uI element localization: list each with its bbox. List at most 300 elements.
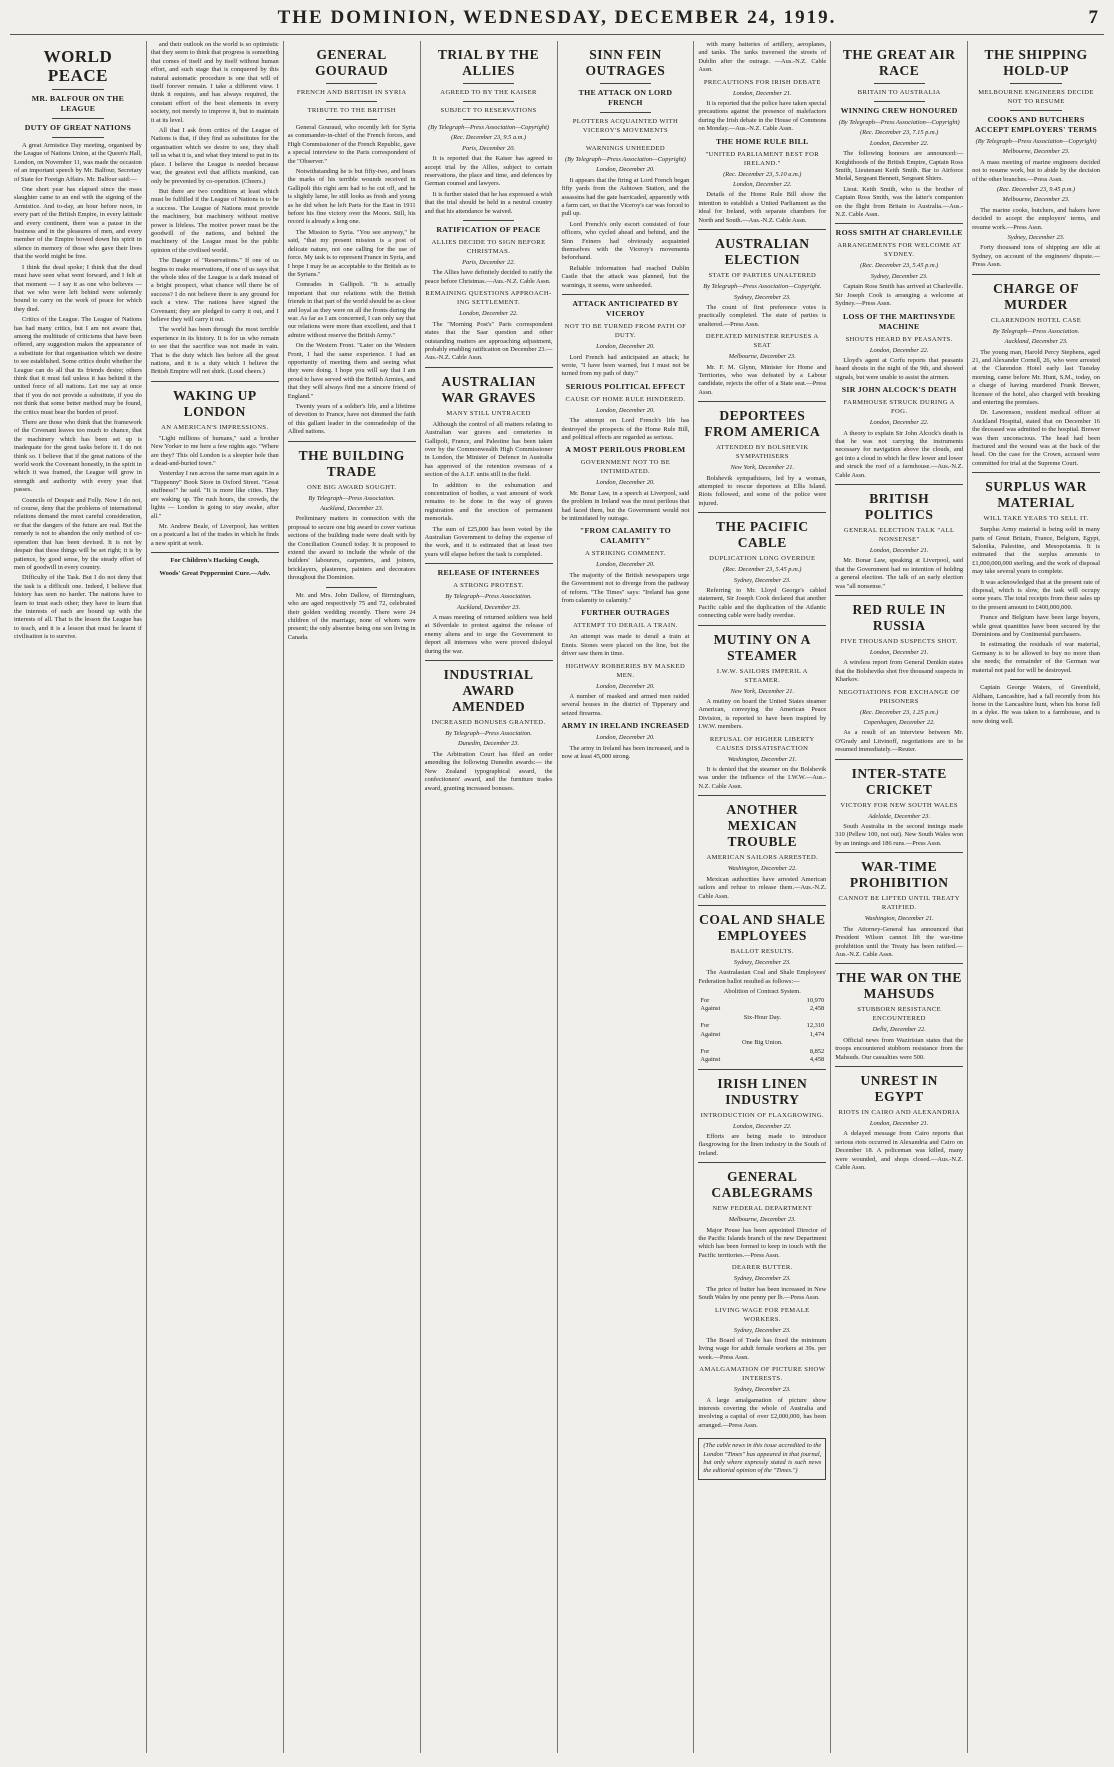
divider xyxy=(52,137,103,138)
article-paragraph: In estimating the residuals of war material, Germany is to be allowed to buy no more than she needs; the remainder of the German war material not paid for will be destroyed. xyxy=(972,641,1100,674)
subhead: GENERAL ELECTION TALK "ALL NONSENSE" xyxy=(843,526,955,543)
ballot-results-table xyxy=(698,988,826,1065)
headline-mutiny-on-steamer: MUTINY ON A STEAMER xyxy=(713,631,811,663)
divider xyxy=(600,139,651,140)
article-paragraph: The "Morning Post's" Paris correspondent states that the Saar question and other outstanding matters are approaching adjustment, probably enabling ratification on December 23.—Aus.-N.Z. Cable Assn. xyxy=(424,320,553,362)
subhead: NEGOTIATIONS FOR EXCHANGE OF PRISONERS xyxy=(838,688,961,705)
dateline: Sydney, December 23. xyxy=(733,1386,791,1394)
dateline: Copenhagen, December 22. xyxy=(863,719,935,727)
table-cell: Abolition of Contract System. xyxy=(723,988,801,996)
article-paragraph: Lieut. Keith Smith, who is the brother of Captain Ross Smith, was the latter's companion on the flight from Britain to Australia.—Aus.-N.Z. Cable Assn. xyxy=(835,185,964,219)
article-paragraph: "Light millions of humans," said a brother New Yorker to me here a few nights ago. "Where are they? This old London is a sleepier hole than a dead-and-buried town." xyxy=(150,434,279,468)
article-paragraph: Bolshevik sympathisers, led by a woman, attempted to rescue deportees at Ellis Island. Riots followed, and some of the police were injured. xyxy=(698,474,827,507)
article-paragraph: The sum of £25,000 has been voted by the Australian Government to defray the expense of the work, and it is estimated that at least two years will elapse before the task is completed. xyxy=(424,525,553,558)
divider xyxy=(698,625,826,626)
divider xyxy=(698,905,826,906)
divider xyxy=(835,484,963,485)
subhead: NOT TO BE TURNED FROM PATH OF DUTY. xyxy=(564,323,687,340)
article-paragraph: Details of the Home Rule Bill show the intention to establish a United Parliament as the ideal for Ireland, with separate chambers for North and South.—Aus.-N.Z. Cable Assn. xyxy=(698,191,827,224)
divider xyxy=(562,294,690,295)
subhead: FARMHOUSE STRUCK DURING A FOG. xyxy=(843,399,955,416)
article-paragraph: Although the control of all matters relating to Australian war graves and cemeteries in Gallipoli, France, and Palestine has been taken over by the Commonwealth High Commissioner in London, the Minister of Defence in Australia has approved of the retention overseas of a section of the A.I.F. units still in the field. xyxy=(424,420,553,479)
subhead: TRIBUTE TO THE BRITISH xyxy=(307,107,396,114)
subhead: INTRODUCTION OF FLAXGROWING. xyxy=(700,1111,825,1119)
table-row xyxy=(698,1014,826,1023)
article-paragraph: An attempt was made to derail a train at Ennis. Stones were placed on the line, but the driver saw them in time. xyxy=(561,633,690,658)
table-cell: Against xyxy=(700,1005,721,1013)
table-cell: One Big Union. xyxy=(741,1039,783,1047)
divider xyxy=(600,112,651,113)
byline: (By Telegraph—Press Association—Copyright) xyxy=(838,119,960,126)
subhead: A STRONG PROTEST. xyxy=(453,582,524,590)
dateline: Sydney, December 23. xyxy=(733,1275,791,1283)
subhead: WINNING CREW HONOURED xyxy=(840,106,958,115)
article-paragraph: Lord French's only escort consisted of four officers, who cycled ahead and behind, and the Sinn Feiners had obviously acquainted themselves with the Viceroy's movements beforehand. xyxy=(561,220,690,262)
dateline: (Rec. December 23, 5.45 p.m.) xyxy=(860,262,939,270)
subhead: MELBOURNE ENGINEERS DECIDE NOT TO RESUME xyxy=(978,89,1094,105)
subhead: RIOTS IN CAIRO AND ALEXANDRIA xyxy=(838,1108,960,1116)
headline-red-rule-in-russia: RED RULE IN RUSSIA xyxy=(852,602,946,633)
subhead: STUBBORN RESISTANCE ENCOUNTERED xyxy=(857,1006,942,1023)
article-paragraph: Councils of Despair and Folly. Now I do not, of course, deny that the problems of international relations demand the most careful consideration, or that the dangers of the future are real. But the remedy is not to abandon the only method of co-operation that has been devised. It is not by despair that these things will be set right; it is by patience, by good sense, by the steady effort of men of goodwill in every country. xyxy=(14,496,142,571)
article-paragraph: The world has been through the most terrible experience in its history. It is for us who remain to see that the sacrifice was not made in vain. That is the duty which lies before all the great nations, and it is a duty which I believe the British Empire will not shirk. (Loud cheers.) xyxy=(150,326,279,376)
dateline: (Rec. December 23, 9.45 p.m.) xyxy=(996,186,1076,194)
dateline: Washington, December 22. xyxy=(727,865,797,873)
headline-sinn-fein-outrages: SINN FEIN OUTRAGES xyxy=(585,47,666,78)
divider xyxy=(151,552,279,553)
subhead: CANNOT BE LIFTED UNTIL TREATY RATIFIED. xyxy=(838,895,960,912)
dateline: London, December 21. xyxy=(869,1119,929,1127)
article-paragraph: Captain George Waters, of Greenfield, Aldham, Lancashire, had a fall recently from his horse in the Lancashire hunt, when his horse fell in a dyke. He was taken to a farmhouse, and is now doing well. xyxy=(972,684,1100,725)
byline: By Telegraph—Press Association. xyxy=(992,327,1080,335)
subhead: ARMY IN IRELAND INCREASED xyxy=(561,721,690,731)
subhead: ATTEMPT TO DERAIL A TRAIN. xyxy=(573,622,678,630)
subhead: FRENCH AND BRITISH IN SYRIA xyxy=(296,89,407,96)
dateline: London, December 22. xyxy=(733,181,792,189)
dateline: London, December 22. xyxy=(869,346,929,354)
article-paragraph: France and Belgium have been large buyers, while great quantities have been secured by the Dominions and by Continental purchasers. xyxy=(972,614,1100,639)
byline: By Telegraph—Press Association. xyxy=(445,730,532,738)
article-paragraph: and their outlook on the world is so optimistic that they seem to think that progress is something that comes of itself and by itself without human effort, and such stage that is conquered by this natural automatic procedure is one that will of itself forever remain. I take a different view. I think it requires, and has always required, the constant effort of the best elements in every society, not merely to improve it, but to maintain it at its level. xyxy=(150,41,279,124)
divider xyxy=(835,223,963,224)
article-paragraph: Efforts are being made to introduce flaxgrowing for the linen industry in the South of Ireland. xyxy=(698,1133,827,1157)
table-cell: 4,458 xyxy=(809,1056,825,1064)
divider xyxy=(1010,83,1061,84)
article-paragraph: Twenty years of a soldier's life, and a lifetime of devotion to France, have not dimmed the faith of this gallant leader in the comradeship of the Allied nations. xyxy=(287,403,416,436)
table-cell: For xyxy=(700,1022,710,1030)
divider xyxy=(698,229,826,230)
table-cell: For xyxy=(700,996,710,1004)
article-paragraph: One short year has elapsed since the mass slaughter came to an end with the signing of the Armistice. And to-day, an hour before noon, in every part of the British Empire, in every latitude and every continent, there was a pause in the business and in the pleasures of men, and every member of the Empire bowed down his spirit in silence in memory of those who gave their lives that the world might be free. xyxy=(14,186,142,261)
subhead: REFUSAL OF HIGHER LIBERTY CAUSES DISSATISFACTION xyxy=(709,735,815,752)
article-paragraph: Major Pouse has been appointed Director of the Pacific Islands branch of the new Department which has been formed to keep in touch with the Pacific territories.—Press Assn. xyxy=(698,1226,827,1259)
headline-deportees-from-america: DEPORTEES FROM AMERICA xyxy=(704,408,821,440)
dateline: Sydney, December 23. xyxy=(1007,234,1065,242)
article-paragraph: The Mission to Syria. "You see anyway," he said, "that my present mission is a post of delicate nature, not one calling for the use of force. My task is to represent France in Syria, and I hope I may be as acceptable to the British as to the Syrians." xyxy=(287,228,416,278)
article-paragraph: It is denied that the steamer on the Bolshevik was under the influence of the I.W.W.—Aus.-N.Z. Cable Assn. xyxy=(698,766,827,790)
dateline: London, December 22. xyxy=(733,1122,792,1130)
divider xyxy=(326,83,377,84)
subhead: "FROM CALAMITY TO CALAMITY" xyxy=(579,526,672,546)
headline-general-gouraud: GENERAL GOURAUD xyxy=(315,47,389,78)
subhead: PRECAUTIONS FOR IRISH DEBATE xyxy=(703,78,821,86)
headline-surplus-war-material: SURPLUS WAR MATERIAL xyxy=(985,479,1087,511)
article-paragraph: It is reported that the police have taken special precautions against the presence of malefactors during the Irish debate in the House of Commons on Monday.—Aus.-N.Z. Cable Assn. xyxy=(698,100,827,133)
article-paragraph: I think the dead spoke; I think that the dead must have seen what went forward, and I felt at that moment — I say it as one who believes — that we who were left behind were solemnly bound to carry on the work of peace for which they died. xyxy=(14,263,142,313)
dateline: London, December 21. xyxy=(869,546,929,554)
headline-inter-state-cricket: INTER-STATE CRICKET xyxy=(851,765,947,797)
dateline: Auckland, December 23. xyxy=(320,505,384,513)
divider xyxy=(698,795,826,796)
divider xyxy=(835,759,963,760)
article-paragraph: It is further stated that he has expressed a wish that the trial should be held in a neutral country and that his attendance be waived. xyxy=(424,190,553,215)
table-row xyxy=(698,1039,826,1048)
subhead: AMERICAN SAILORS ARRESTED. xyxy=(706,854,819,862)
advertisement-line: For Children's Hacking Cough, xyxy=(170,557,260,565)
divider xyxy=(874,101,925,102)
advertisement-line: Woods' Great Peppermint Cure.—Adv. xyxy=(159,569,271,577)
article-paragraph: The army in Ireland has been increased, and is now at least 45,000 strong. xyxy=(561,744,690,761)
article-paragraph: The Danger of "Reservations." If one of us begins to make reservations, if one of us says that the whole idea of the League is a dark instead of a bright prospect, what chance will there be of success? I do not believe there is any ground for such a view. The nations have signed the Covenant; they are pledged to carry it out, and I believe they will carry it out. xyxy=(150,257,279,323)
article-paragraph: A theory to explain Sir John Alcock's death is that he was not carrying the instruments necessary for navigation above the clouds, and got into a cloud in which he flew lower and lower and struck the roof of a farmhouse.—Aus.-N.Z. Cable Assn. xyxy=(835,429,964,479)
subhead: AGREED TO BY THE KAISER xyxy=(440,89,537,96)
article-paragraph: Mr. and Mrs. John Dallow, of Birmingham, who are aged respectively 75 and 72, celebrated their golden wedding recently. There were 24 children of the marriage, none of whom were present; the only absentee being one son living in Canada. xyxy=(287,591,416,641)
divider xyxy=(835,1066,963,1067)
subhead: CLARENDON HOTEL CASE xyxy=(990,316,1082,324)
article-paragraph: Lord French had anticipated an attack; he wrote, "I have been warned, but I must not be turned from my path of duty." xyxy=(561,353,690,378)
byline: By Telegraph—Press Association. xyxy=(308,494,395,502)
dateline: (Rec. December 23, 1.25 p.m.) xyxy=(860,708,939,716)
dateline: New York, December 21. xyxy=(730,687,795,695)
dateline: Paris, December 20. xyxy=(462,144,515,152)
byline: (By Telegraph—Press Association—Copyright) xyxy=(565,156,686,163)
subhead: WARNINGS UNHEEDED xyxy=(585,145,665,152)
table-cell: For xyxy=(700,1047,710,1055)
subhead: AMALGAMATION OF PICTURE SHOW INTERESTS. xyxy=(699,1366,826,1383)
dateline: London, December 20. xyxy=(596,734,655,742)
table-cell: 1,474 xyxy=(809,1030,825,1038)
subhead: ARRANGEMENTS FOR WELCOME AT SYDNEY. xyxy=(837,242,962,259)
table-cell: 10,970 xyxy=(806,996,825,1004)
subhead: A STRIKING COMMENT. xyxy=(584,550,666,558)
headline-trial-by-allies: TRIAL BY THE ALLIES xyxy=(437,47,540,78)
divider xyxy=(52,118,103,119)
table-row xyxy=(698,1056,826,1065)
dateline: London, December 22. xyxy=(869,139,929,147)
subhead: ALLIES DECIDE TO SIGN BEFORE CHRISTMAS. xyxy=(431,239,546,256)
article-paragraph: The Attorney-General has announced that President Wilson cannot lift the war-time prohibition until the Treaty has been ratified.—Aus.-N.Z. Cable Assn. xyxy=(835,925,964,958)
headline-waking-up-london: WAKING UP LONDON xyxy=(172,387,257,419)
subhead: NEW FEDERAL DEPARTMENT xyxy=(712,1205,813,1213)
column-2 xyxy=(147,41,284,1753)
subhead: "UNITED PARLIAMENT BEST FOR IRELAND." xyxy=(705,150,820,167)
subhead: THE HOME RULE BILL xyxy=(715,136,809,146)
article-paragraph: All that I ask from critics of the League of Nations is that, if they find us substitutes for the organisation which we desire to see, they shall tell us what it is, and what they intend to put in its place. I believe the League is needed because war, the greatest evil that afflicts mankind, can only be prevented by co-operation. (Cheers.) xyxy=(150,127,279,185)
article-paragraph: There are those who think that the framework of the Covenant leaves too much to chance, that the machinery which has been set up is inadequate for the great tasks before it. I do not think so. I believe that if the great nations of the world work the Covenant honestly, in the spirit in which it was framed, the League will grow in strength and authority with every year that passes. xyxy=(14,419,142,494)
column-1 xyxy=(10,41,147,1753)
divider xyxy=(326,101,377,102)
dateline: London, December 20. xyxy=(596,479,655,487)
divider xyxy=(698,512,826,513)
dateline: Melbourne, December 23. xyxy=(728,1216,796,1224)
column-8 xyxy=(968,41,1104,1753)
subhead: DUPLICATION LONG OVERDUE xyxy=(709,555,816,563)
article-paragraph: Comrades in Gallipoli. "It is actually important that our relations with the British friends in that part of the world should be as close and loyal as they were on all the fronts during the war. As far as I am concerned, I can only say that our relations were more than excellent, and that I admire without reserve the British Army." xyxy=(287,281,416,339)
dateline: Washington, December 21. xyxy=(727,755,797,763)
divider xyxy=(698,1069,826,1070)
article-paragraph: The marine cooks, butchers, and bakers have decided to accept the employers' terms, and resume work.—Press Assn. xyxy=(972,206,1100,231)
subhead: DUTY OF GREAT NATIONS xyxy=(24,123,132,132)
divider xyxy=(326,587,377,588)
subhead: SHOUTS HEARD BY PEASANTS. xyxy=(845,335,953,343)
article-paragraph: Preliminary matters in connection with the proposal to secure one big award to cover various sections of the building trade were dealt with by the Conciliation Council today. It is proposed to extend the award to include the whole of the builders' labourers, carpenters, and joiners, bricklayers, plasterers, painters and decorators throughout the Dominion. xyxy=(287,515,416,582)
article-paragraph: The Arbitration Court has filed an order amending the following Dunedin awards:— the New Zealand typographical award, the confectioners' award, and the furniture trades award, granting increased bonuses. xyxy=(424,750,553,792)
article-paragraph: Referring to Mr. Lloyd George's cabled statement, Sir Joseph Cook declared that another Pacific cable and the duplication of the Atlantic connecting cable were badly overdue. xyxy=(698,587,827,620)
subhead: AN AMERICAN'S IMPRESSIONS. xyxy=(161,423,269,431)
subhead: ONE BIG AWARD SOUGHT. xyxy=(306,483,397,491)
article-paragraph: But there are two conditions at least which must be fulfilled if the League of Nations is to be a success. The League of Nations must provide the machinery, but machinery without motive power is lifeless. The motive power must be the goodwill of the nations, and behind the machinery of the League must be the public opinion of the civilised world. xyxy=(150,187,279,254)
article-paragraph: A mass meeting of returned soldiers was held at Silverdale to protest against the release of enemy aliens and to urge the Government to deport all internees who were proved disloyal during the war. xyxy=(424,614,553,655)
headline-pacific-cable: THE PACIFIC CABLE xyxy=(715,519,809,551)
masthead-title: THE DOMINION, WEDNESDAY, DECEMBER 24, 1919. xyxy=(277,7,837,28)
article-paragraph: It was acknowledged that at the present rate of disposal, which is slow, the task will occupy some years. The total receipts from these sales up to the present amount to £400,000,000. xyxy=(972,578,1100,611)
article-paragraph: It is reported that the Kaiser has agreed to accept trial by the Allies, subject to certain reservations, the place and time, and defences by German counsel and lawyers. xyxy=(424,155,553,188)
dateline: London, December 20. xyxy=(596,561,655,569)
dateline: Adelaide, December 23. xyxy=(868,812,931,820)
subhead: GOVERNMENT NOT TO BE INTIMIDATED. xyxy=(580,459,671,476)
divider xyxy=(425,660,553,661)
headline-world-peace: WORLD PEACE xyxy=(43,47,113,85)
divider xyxy=(698,401,826,402)
dateline: Sydney, December 23. xyxy=(870,272,928,280)
dateline: London, December 21. xyxy=(869,649,929,656)
headline-british-politics: BRITISH POLITICS xyxy=(864,490,934,522)
article-paragraph: South Australia in the second innings made 310 (Pellew 100, not out). New South Wales won by an innings and 186 runs.—Press Assn. xyxy=(835,823,964,847)
headline-great-air-race: THE GREAT AIR RACE xyxy=(842,47,956,78)
divider xyxy=(52,89,103,90)
table-row xyxy=(698,1048,826,1057)
subhead: A MOST PERILOUS PROBLEM xyxy=(565,445,686,455)
table-cell: Against xyxy=(700,1030,721,1038)
column-6 xyxy=(694,41,831,1753)
subhead: RELEASE OF INTERNEES xyxy=(437,568,540,578)
subhead: I.W.W. SAILORS IMPERIL A STEAMER. xyxy=(716,667,808,684)
subhead: STATE OF PARTIES UNALTERED xyxy=(708,272,817,280)
table-row xyxy=(698,1005,826,1014)
table-row xyxy=(698,988,826,997)
divider xyxy=(835,852,963,853)
article-paragraph: Mr. F. M. Glynn, Minister for Home and Territories, who was defeated by a Labour candidate, rejects the offer of a State seat.—Press Assn. xyxy=(698,363,827,396)
subhead: BRITAIN TO AUSTRALIA xyxy=(857,89,941,96)
column-5 xyxy=(558,41,695,1753)
dateline: London, December 20. xyxy=(596,682,655,690)
dateline: London, December 20. xyxy=(596,166,655,174)
subhead: MANY STILL UNTRACED xyxy=(446,409,531,417)
article-paragraph: The Australasian Coal and Shale Employees' Federation ballot resulted as follows:— xyxy=(698,969,827,985)
dateline: Paris, December 22. xyxy=(462,259,515,267)
table-row xyxy=(698,997,826,1006)
divider xyxy=(463,101,514,102)
article-paragraph: A great Armistice Day meeting, organised by the League of Nations Union, at the Queen's Hall, London, on November 11, was made the occasion of an important speech by Mr. Balfour, Secretary of State for Foreign Affairs. Mr. Balfour said:— xyxy=(14,142,142,183)
subhead: DEARER BUTTER. xyxy=(731,1264,793,1272)
editorial-note: (The cable news in this issue accredited to the London "Times" has appeared in that journal, but only where expressly stated is such news the editorial opinion of the "Times.") xyxy=(698,1438,826,1480)
subhead: SUBJECT TO RESERVATIONS xyxy=(440,107,537,114)
article-paragraph: Surplus Army material is being sold in many parts of Great Britain, France, Belgium, Egypt, Salonika, Palestine, and Mesopotamia. It is estimated that the surplus amounts to £1,000,000,000 sterling, and the work of disposal may take several years to complete. xyxy=(972,526,1100,576)
article-paragraph: A mutiny on board the United States steamer American, conveying the American Peace Division, is reported to have been inspired by I.W.W. members. xyxy=(698,698,827,731)
dateline: Auckland, December 23. xyxy=(1004,338,1068,346)
article-paragraph: A number of masked and armed men raided several houses in the district of Tipperary and seized firearms. xyxy=(561,693,690,717)
subhead: BALLOT RESULTS. xyxy=(730,947,794,955)
subhead: ATTACK ANTICIPATED BY VICEROY xyxy=(572,299,679,319)
article-paragraph: Difficulty of the Task. But I do not deny that the task is a difficult one. Indeed, I believe that history has seen no harder. The nations have to learn to trust each other; they have to learn that the interests of each are bound up with the interests of all. That is the lesson the League has to teach, and it is a lesson that must be learnt if civilisation is to survive. xyxy=(14,574,142,641)
dateline: Melbourne, December 23. xyxy=(1002,196,1070,204)
table-cell: Against xyxy=(700,1056,721,1064)
byline: By Telegraph—Press Association. xyxy=(445,593,532,601)
article-paragraph: The price of butter has been increased in New South Wales by one penny per lb.—Press Assn. xyxy=(698,1285,827,1302)
divider xyxy=(835,963,963,964)
column-3 xyxy=(284,41,421,1753)
article-paragraph: General Gouraud, who recently left for Syria as commander-in-chief of the French forces, and High Commissioner of the French Republic, gave a special interview to the Paris correspondent of the "Observer." xyxy=(287,124,416,165)
page-number: 7 xyxy=(1088,7,1098,28)
dateline: (Rec. December 23, 7.15 p.m.) xyxy=(860,129,939,137)
divider xyxy=(874,83,925,84)
dateline: London, December 20. xyxy=(596,406,655,414)
article-paragraph: Mr. Bonar Law, in a speech at Liverpool, said the problem in Ireland was the most perilous that had faced them, but the Government would not be intimidated by outrage. xyxy=(561,489,690,522)
article-paragraph: The following honours are announced:— Knighthoods of the British Empire, Captain Ross Smith, Lieutenant Keith Smith. Bar to Airforce Medal, Sergeant Bennett, Sergeant Shiers. xyxy=(835,150,964,183)
headline-coal-and-shale: COAL AND SHALE EMPLOYEES xyxy=(699,911,826,943)
headline-charge-of-murder: CHARGE OF MURDER xyxy=(993,280,1079,312)
divider xyxy=(151,381,279,382)
article-paragraph: Reliable information had reached Dublin Castle that the attack was planned, but the warnings, it seems, were unheeded. xyxy=(561,264,690,289)
dateline: London, December 21. xyxy=(733,89,792,97)
divider xyxy=(425,563,553,564)
byline: (By Telegraph—Press Association—Copyright) xyxy=(428,124,549,131)
dateline: (Rec. December 23, 5.45 p.m.) xyxy=(723,566,802,574)
subhead: RATIFICATION OF PEACE xyxy=(436,225,541,235)
dateline: London, December 22. xyxy=(459,310,518,318)
headline-building-trade: THE BUILDING TRADE xyxy=(298,447,405,479)
headline-general-cablegrams: GENERAL CABLEGRAMS xyxy=(711,1169,814,1201)
dateline: London, December 20. xyxy=(596,343,655,351)
headline-shipping-hold-up: THE SHIPPING HOLD-UP xyxy=(984,47,1088,78)
subhead: REMAINING QUESTIONS APPROACH-ING SETTLEMENT. xyxy=(425,290,552,307)
article-paragraph: In addition to the exhumation and concentration of bodies, a vast amount of work remains to be done in the way of graves registration and the erection of permanent memorials. xyxy=(424,481,553,523)
article-paragraph: As a result of an interview between Mr. O'Grady and Litvinoff, negotiations are to be resumed immediately.—Reuter. xyxy=(835,729,964,754)
article-paragraph: Forty thousand tons of shipping are idle at Sydney, on account of the engineers' dispute.—Press Assn. xyxy=(972,244,1100,269)
article-paragraph: The attempt on Lord French's life has destroyed the prospects of the Home Rule Bill, and political effects are regarded as serious. xyxy=(561,417,690,441)
article-paragraph: Captain Ross Smith has arrived at Charleville. Sir Joseph Cook is arranging a welcome at Sydney.—Press Assn. xyxy=(835,283,964,308)
headline-unrest-in-egypt: UNREST IN EGYPT xyxy=(860,1072,938,1104)
headline-war-time-prohibition: WAR-TIME PROHIBITION xyxy=(849,859,949,891)
subhead: DEFEATED MINISTER REFUSES A SEAT xyxy=(705,333,819,350)
headline-war-on-mahsuds: THE WAR ON THE MAHSUDS xyxy=(836,970,962,1002)
article-paragraph: The young man, Harold Percy Stephens, aged 21, and Alexander Cornell, 26, who were arrested at the Clarendon Hotel early last Tuesday morning, came before Mr. Hunt, S.M., today, on a charge of having murdered Frank Brewer, licensee of the hotel, also charged with breaking and entering the premises. xyxy=(972,348,1100,406)
article-paragraph: with many batteries of artillery, aeroplanes, and tanks. The tanks traversed the streets of Dublin after the outrage. —Aus.-N.Z. Cable Assn. xyxy=(698,41,827,74)
subhead: CAUSE OF HOME RULE HINDERED. xyxy=(565,395,686,403)
headline-irish-linen: IRISH LINEN INDUSTRY xyxy=(717,1075,808,1107)
headline-australian-war-graves: AUSTRALIAN WAR GRAVES xyxy=(441,373,536,405)
divider xyxy=(288,441,416,442)
subhead: WILL TAKE YEARS TO SELL IT. xyxy=(983,515,1089,523)
article-paragraph: Notwithstanding he is but fifty-two, and bears the marks of his terrible wounds received in Gallipoli this right arm had to be cut off, and he is slightly lame, he still looks as fresh and young as he did when he left Paris for the East in 1911 before his fine victory over the Moors. Still, his record is already a long one. xyxy=(287,168,416,226)
article-paragraph: A delayed message from Cairo reports that serious riots occurred in Alexandria and Cairo on December 18. A policeman was killed, many were wounded, and shops closed.—Aus.-N.Z. Cable Assn. xyxy=(835,1130,964,1171)
masthead xyxy=(10,4,1104,35)
dateline: Auckland, December 23. xyxy=(456,603,521,611)
subhead: FIVE THOUSAND SUSPECTS SHOT. xyxy=(840,638,958,645)
table-cell: Six-Hour Day. xyxy=(743,1013,781,1021)
subhead: LOSS OF THE MARTINSYDE MACHINE xyxy=(843,311,956,331)
article-paragraph: The count of first preference votes is practically completed. The state of parties is unaltered.—Press Assn. xyxy=(698,303,827,328)
article-paragraph: A mass meeting of marine engineers decided not to resume work, but to abide by the decision of the other branches.—Press Assn. xyxy=(972,158,1100,183)
column-7 xyxy=(831,41,968,1753)
subhead: SERIOUS POLITICAL EFFECT xyxy=(565,381,686,391)
article-paragraph: Mr. Bonar Law, speaking at Liverpool, said that the Government had no intention of holding a general election. The talk of an early election was "all nonsense." xyxy=(835,557,964,590)
subhead: HIGHWAY ROBBERIES BY MASKED MEN. xyxy=(565,662,686,679)
dateline: Sydney, December 23. xyxy=(733,958,791,966)
subhead: PLOTTERS ACQUAINTED WITH VICEROY'S MOVEMENTS xyxy=(572,118,679,134)
dateline: London, December 22. xyxy=(869,419,929,427)
article-paragraph: Mr. Andrew Beale, of Liverpool, has written on a postcard a list of the trades in which he finds a new spirit at work. xyxy=(150,522,279,547)
table-cell: 8,852 xyxy=(809,1047,825,1055)
dateline: (Rec. December 23, 5.10 a.m.) xyxy=(723,170,802,178)
article-paragraph: Yesterday I ran across the same man again in a "Tuppenny" Book Store in Oxford Street. "Great stuffness!" he said. "It is more like cities. They are waking up. The rush hours, the crowds, the lights — London is going to stay awake, after all." xyxy=(150,470,279,520)
headline-mexican-trouble: ANOTHER MEXICAN TROUBLE xyxy=(726,802,799,850)
columns xyxy=(10,41,1104,1753)
dateline: Dunedin, December 23. xyxy=(458,740,520,748)
article-paragraph: Dr. Lawrenson, resident medical officer at Auckland Hospital, stated that on December 16 the deceased was admitted to the hospital. Brewer was then unconscious. The head had been fractured and the wound was at the back of the head. On the case for the Crown, accused were committed for trial at the Supreme Court. xyxy=(972,409,1100,467)
article-paragraph: Mexican authorities have arrested American sailors and refuse to release them.—Aus.-N.Z. Cable Assn. xyxy=(698,875,827,900)
divider xyxy=(600,83,651,84)
table-cell: 12,310 xyxy=(806,1022,825,1030)
byline: (By Telegraph—Press Association—Copyright) xyxy=(975,138,1097,145)
divider xyxy=(698,1162,826,1163)
table-cell: 2,458 xyxy=(809,1005,825,1013)
headline-australian-election: AUSTRALIAN ELECTION xyxy=(715,236,810,268)
dateline: (Rec. December 23, 9.5 a.m.) xyxy=(451,134,527,142)
subhead: THE ATTACK ON LORD FRENCH xyxy=(578,88,673,107)
dateline: New York, December 21. xyxy=(730,464,795,472)
subhead: ATTENDED BY BOLSHEVIK SYMPATHISERS xyxy=(716,444,809,461)
byline: By Telegraph—Press Association—Copyright. xyxy=(703,283,822,291)
dateline: Sydney, December 23. xyxy=(733,576,791,584)
article-paragraph: The Allies have definitely decided to ratify the peace before Christmas.—Aus.-N.Z. Cable Assn. xyxy=(424,269,553,285)
subhead: COOKS AND BUTCHERS ACCEPT EMPLOYERS' TERMS xyxy=(975,115,1097,134)
divider xyxy=(425,367,553,368)
table-row xyxy=(698,1031,826,1040)
divider xyxy=(1010,679,1061,680)
dateline: Sydney, December 23. xyxy=(733,1326,791,1334)
subhead: VICTORY FOR NEW SOUTH WALES xyxy=(840,801,958,809)
article-paragraph: Official news from Waziristan states that the troops encountered stubborn resistance from the Mahsuds. Our casualties were 500. xyxy=(835,1036,964,1061)
subhead: INCREASED BONUSES GRANTED. xyxy=(431,719,546,727)
dateline: Delhi, December 22. xyxy=(872,1026,926,1034)
article-paragraph: The majority of the British newspapers urge the Government not to diverge from the pathway of reform. "The Times" says: "Ireland has gone from calamity to calamity." xyxy=(561,571,690,604)
dateline: Washington, December 21. xyxy=(864,915,934,923)
subhead: MR. BALFOUR ON THE LEAGUE xyxy=(31,94,125,113)
article-paragraph: Lloyd's agent at Corfu reports that peasants heard shouts in the night of the 9th, and showed signals, but were unable to assist the airmen. xyxy=(835,356,964,381)
table-row xyxy=(698,1022,826,1031)
article-paragraph: Critics of the League. The League of Nations has had many critics, but I am not aware that, among the multitude of criticisms that have been offered, any suggestion makes the appearance of a substitute for that organisation which we desire to see established. Some critics doubt whether the League can do all that its friends desire; others think that it must fail unless it has behind it the united force of all nations. Let me say at once that if you do not provide a substitute, if you do not think that some better method may be found, the critics must bear the burden of proof. xyxy=(14,316,142,416)
divider xyxy=(463,220,514,221)
subhead: ROSS SMITH AT CHARLEVILLE xyxy=(835,228,963,238)
column-4 xyxy=(421,41,558,1753)
dateline: Melbourne, December 23. xyxy=(1002,148,1070,156)
divider xyxy=(972,274,1100,275)
article-paragraph: A large amalgamation of picture show interests covering the whole of Australia and involving a capital of over £2,000,000, has been arranged.—Press Assn. xyxy=(698,1396,827,1429)
divider xyxy=(463,119,514,120)
subhead: FURTHER OUTRAGES xyxy=(581,608,670,618)
headline-industrial-award: INDUSTRIAL AWARD AMENDED xyxy=(443,667,534,715)
